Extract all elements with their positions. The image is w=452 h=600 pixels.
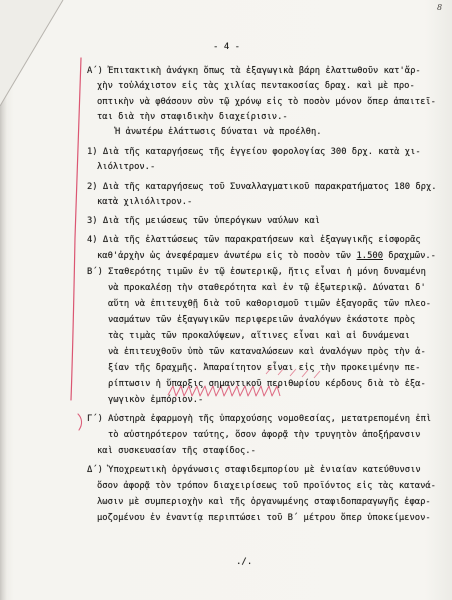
item-4-line [97, 250, 436, 262]
section-c-line: καὶ συσκευασίαν τῆς σταφίδος.- [97, 446, 256, 456]
section-b-line: ρίπτωσιν ἡ ὕπαρξις σημαντικοῦ περιθωρίου κέρδους διὰ τὸ ἐξα- [108, 379, 426, 389]
fold-crease [0, 0, 63, 106]
section-b-line: τὰς τιμὰς τῶν προκαλύψεων, αἵτινες εἶναι καὶ αἱ δυνάμεναι [108, 331, 410, 341]
section-a-line: Α΄) Ἐπιτακτικὴ ἀνάγκη ὅπως τὰ ἐξαγωγικὰ βάρη ἐλαττωθοῦν κατ'ἄρ- [87, 66, 421, 76]
section-b-line: νὰ προκαλέσῃ τὴν σταθερότητα καὶ ἐν τῷ ἐξωτερικῷ. Δύναται δ' [108, 283, 426, 293]
item-1-line: 1) Διὰ τῆς καταργήσεως τῆς ἐγγείου φορολογίας 300 δρχ. κατὰ χι- [87, 147, 421, 157]
section-d-line: Δ΄) Ὑποχρεωτικὴ ὀργάνωσις σταφιδεμπορίου μὲ ἑνιαίαν κατεύθυνσιν [87, 465, 421, 475]
item-3-line: 3) Διὰ τῆς μειώσεως τῶν ὑπερόγκων ναύλων καὶ [87, 216, 321, 226]
section-a-line: οπτικὴν νὰ φθάσουν σὺν τῷ χρόνῳ εἰς τὸ ποσὸν μόνον ὅπερ ἀπαιτεῖ- [97, 97, 436, 107]
section-b-line: γωγικὸν ἐμπόριον.- [108, 395, 204, 405]
text-segment: δραχμῶν.- [383, 251, 436, 261]
handwritten-page-mark: 8 [437, 3, 443, 12]
folded-corner [0, 0, 63, 106]
item-2-line: 2) Διὰ τῆς καταργήσεως τοῦ Συναλλαγματικοῦ παρακρατήματος 180 δρχ. [87, 182, 437, 192]
reduction-intro-line: Ἡ ἀνωτέρω ἐλάττωσις δύναται νὰ προέλθη. [115, 127, 322, 137]
item-2-line: κατὰ χιλιόλιτρον.- [97, 197, 193, 207]
section-c-line: Γ΄) Αὐστηρὰ ἐφαρμογὴ τῆς ὑπαρχούσης νομοθεσίας, μετατρεπομένη ἐπὶ [87, 414, 432, 424]
section-c-line: τὸ αὐστηρότερον ταύτης, ὅσον ἀφορᾷ τὴν τρυγητὸν ἀποξήρανσιν [108, 430, 421, 440]
section-d-line: μοζομένου ἐν ἐναντίᾳ περιπτώσει τοῦ Β΄ μέτρου ὅπερ ὑποκείμενον- [97, 513, 431, 523]
item-4-line: 4) Διὰ τῆς ἐλαττώσεως τῶν παρακρατήσεων καὶ ἐξαγωγικῆς εἰσφορᾶς [87, 235, 421, 245]
red-pen-margin-line [71, 58, 81, 400]
section-d-line: λωσιν μὲ συμπεριοχὴν καὶ τῆς ὀργανωμένης σταφιδοπαραγωγῆς ἐφαρ- [97, 497, 431, 507]
section-b-line: νασμάτων τῶν ἐξαγωγικῶν περιφερειῶν ἀναλόγων ἑκάστοτε πρὸς [108, 315, 416, 325]
section-b-line: αὕτη νὰ ἐπιτευχθῇ διὰ τοῦ καθορισμοῦ τιμῶν ἐξαγορᾶς τῶν πλεο- [108, 299, 432, 309]
item-1-line: λιόλιτρον.- [97, 162, 156, 172]
section-b-line: ξίαν τῆς δραχμῆς. Ἀπαραίτητον εἶναι εἰς τὴν προκειμένην πε- [108, 363, 421, 373]
red-pen-hook [78, 414, 82, 430]
section-b-line: Β΄) Σταθερότης τιμῶν ἐν τῷ ἐσωτερικῷ, ἥτις εἶναι ἡ μόνη δυναμένη [87, 267, 426, 277]
section-d-line: ὅσον ἀφορᾷ τὸν τρόπον διαχειρίσεως τοῦ προϊόντος εἰς τὰς κατανά- [97, 481, 436, 491]
text-segment: καθ'ἀρχὴν ὡς ἀνεφέραμεν ἀνωτέρω εἰς τὸ ποσὸν τῶν [97, 251, 357, 261]
continuation-mark: ./. [236, 557, 253, 567]
page-number: - 4 - [213, 42, 241, 52]
section-a-line: ται διὰ τὴν σταφιδικὴν διαχείρισιν.- [97, 112, 288, 122]
section-b-line: νὰ ἐπιτευχθοῦν ὑπὸ τῶν καταναλώσεων καὶ ἀναλόγων πρὸς τὴν ἀ- [108, 347, 426, 357]
underlined-amount: 1.500 [356, 251, 383, 261]
section-a-line: χὴν τοὐλάχιστον εἰς τὰς χιλίας πεντακοσίας δραχ. καὶ μὲ προ- [97, 81, 415, 91]
